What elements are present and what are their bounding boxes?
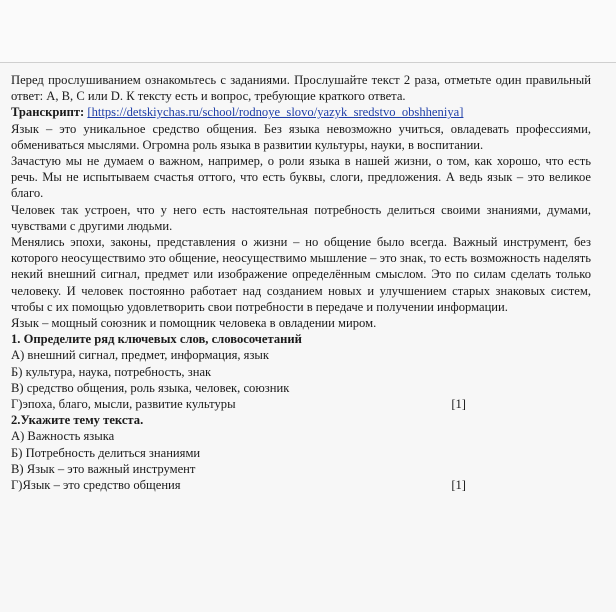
- instructions: Перед прослушиванием ознакомьтесь с заданиями. Прослушайте текст 2 раза, отметьте один правильный ответ: А, В, С или D. К тексту есть и вопрос, требующие краткого ответа.: [11, 73, 591, 104]
- toolbar-area: [0, 0, 616, 63]
- question-2-option-d-row: [11, 477, 591, 493]
- transcript-link[interactable]: [https://detskiychas.ru/school/rodnoye_slovo/yazyk_sredstvo_obshheniya]: [87, 105, 464, 120]
- paragraph: Язык – мощный союзник и помощник человека в овладении миром.: [11, 316, 377, 331]
- paragraph: Язык – это уникальное средство общения. Без языка невозможно учиться, овладевать профессиями, обмениваться мыслями. Огромна роль языка в развитии культуры, науки, в воспитании.: [11, 121, 591, 152]
- transcript-line: [11, 104, 591, 120]
- paragraph: Менялись эпохи, законы, представления о жизни – но общение было всегда. Важный инструмент, без которого неосуществимо это общение, неосуществимо мышление – это знак, то есть возможность наделять некий внешний сигнал, предмет или изображение определённым смыслом. Это по силам сделать только человеку. И человек постоянно работает над созданием новых и улучшением старых знаковых систем, чтобы с их помощью удовлетворить свои потребности в передаче и получении информации.: [11, 235, 591, 314]
- question-1-score: [1]: [451, 397, 466, 412]
- question-2-title: 2.Укажите тему текста.: [11, 413, 144, 428]
- question-2-score: [1]: [451, 478, 466, 493]
- paragraph: Человек так устроен, что у него есть настоятельная потребность делиться своими знаниями, думами, чувствами с другими людьми.: [11, 202, 591, 233]
- transcript-label: Транскрипт:: [11, 105, 85, 120]
- question-2-option-d: Г)Язык – это средство общения: [11, 478, 181, 493]
- paragraph: Зачастую мы не думаем о важном, например, о роли языка в нашей жизни, о том, как хорошо, что есть речь. Мы не испытываем счастья оттого, что есть буквы, слоги, предложения. А ведь язык – это великое благо.: [11, 154, 591, 201]
- question-1-option-c: В) средство общения, роль языка, человек, союзник: [11, 380, 290, 395]
- document-content: [11, 72, 591, 493]
- question-1-title: 1. Определите ряд ключевых слов, словосочетаний: [11, 332, 302, 347]
- question-2-option-c: В) Язык – это важный инструмент: [11, 461, 196, 476]
- question-1-option-d-row: [11, 396, 591, 412]
- question-1-option-d: Г)эпоха, благо, мысли, развитие культуры: [11, 397, 236, 412]
- question-2-option-b: Б) Потребность делиться знаниями: [11, 445, 201, 460]
- question-1-option-a: А) внешний сигнал, предмет, информация, язык: [11, 348, 270, 363]
- question-2-option-a: А) Важность языка: [11, 429, 115, 444]
- question-1-option-b: Б) культура, наука, потребность, знак: [11, 364, 212, 379]
